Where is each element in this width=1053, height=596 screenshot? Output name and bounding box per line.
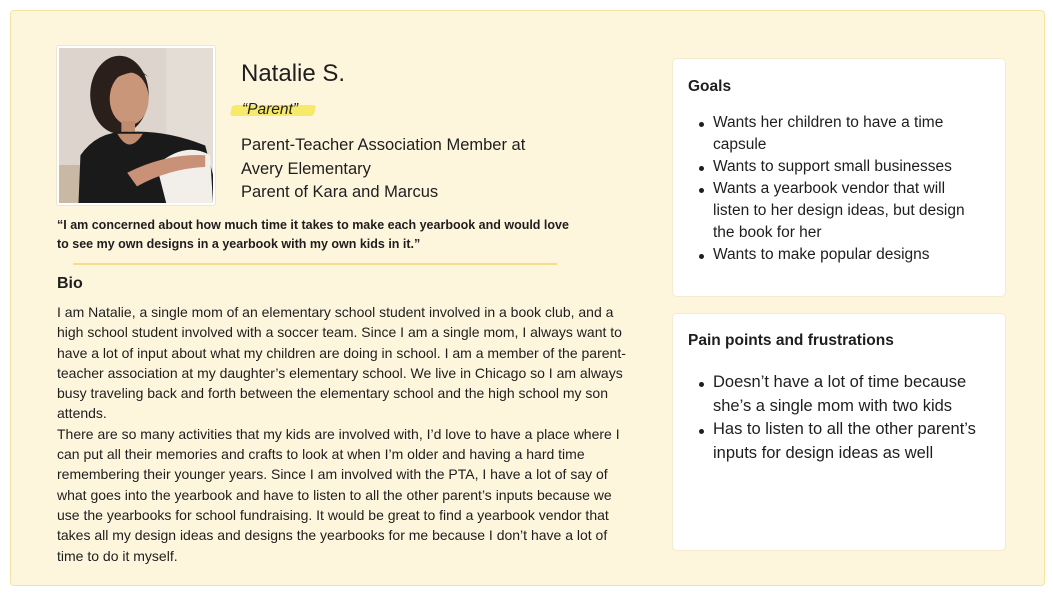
pain-points-list bbox=[713, 371, 978, 465]
role-line: Avery Elementary bbox=[241, 159, 371, 178]
persona-quote: “I am concerned about how much time it takes to make each yearbook and would love to see my own designs in a yearbook with my own kids in it.” bbox=[57, 218, 569, 251]
pain-points-card bbox=[673, 314, 1005, 550]
persona-photo bbox=[57, 46, 215, 205]
portrait-image bbox=[59, 48, 213, 203]
goal-item: Wants to make popular designs bbox=[713, 244, 983, 266]
bio-paragraph: I am Natalie, a single mom of an elementary school student involved in a book club, and a high school student involved with a soccer team. Since I am a single mom, I always want to have a lot of input about what my children are doing in school. I am a member of the parent-teacher association at my daughter’s elementary school. We live in Chicago so I am always busy traveling back and forth between the elementary school and the high school my son attends. bbox=[57, 304, 626, 422]
role-line: Parent-Teacher Association Member at bbox=[241, 136, 526, 154]
bio-text bbox=[57, 302, 627, 566]
goals-list bbox=[713, 112, 983, 266]
goal-item: Wants her children to have a time capsule bbox=[713, 112, 983, 156]
role-line: Parent of Kara and Marcus bbox=[241, 183, 439, 201]
pain-points-heading: Pain points and frustrations bbox=[688, 332, 894, 349]
persona-name: Natalie S. bbox=[241, 60, 346, 87]
goals-heading: Goals bbox=[688, 78, 732, 95]
bio-paragraph: There are so many activities that my kids are involved with, I’d love to have a place where I can put all their memories and crafts to look at when I’m older and having a hard time remembering their younger years. Since I am involved with the PTA, I have a lot of say of what goes into the yearbook and have to listen to all the other parent’s inputs because we use the yearbooks for school fundraising. It would be great to find a yearbook vendor that takes all my design ideas and designs the yearbooks for me because I don’t have a lot of time to do it myself. bbox=[57, 425, 620, 564]
persona-tag-text: “Parent” bbox=[242, 101, 298, 118]
bio-heading: Bio bbox=[57, 275, 83, 292]
goals-card bbox=[673, 59, 1005, 296]
goal-item: Wants a yearbook vendor that will listen to her design ideas, but design the book for her bbox=[713, 178, 983, 244]
persona-role bbox=[241, 134, 525, 205]
persona-tag bbox=[231, 101, 317, 121]
divider bbox=[73, 263, 557, 265]
pain-point-item: Doesn’t have a lot of time because she’s a single mom with two kids bbox=[713, 371, 978, 418]
goal-item: Wants to support small businesses bbox=[713, 156, 983, 178]
pain-point-item: Has to listen to all the other parent’s inputs for design ideas as well bbox=[713, 418, 978, 465]
